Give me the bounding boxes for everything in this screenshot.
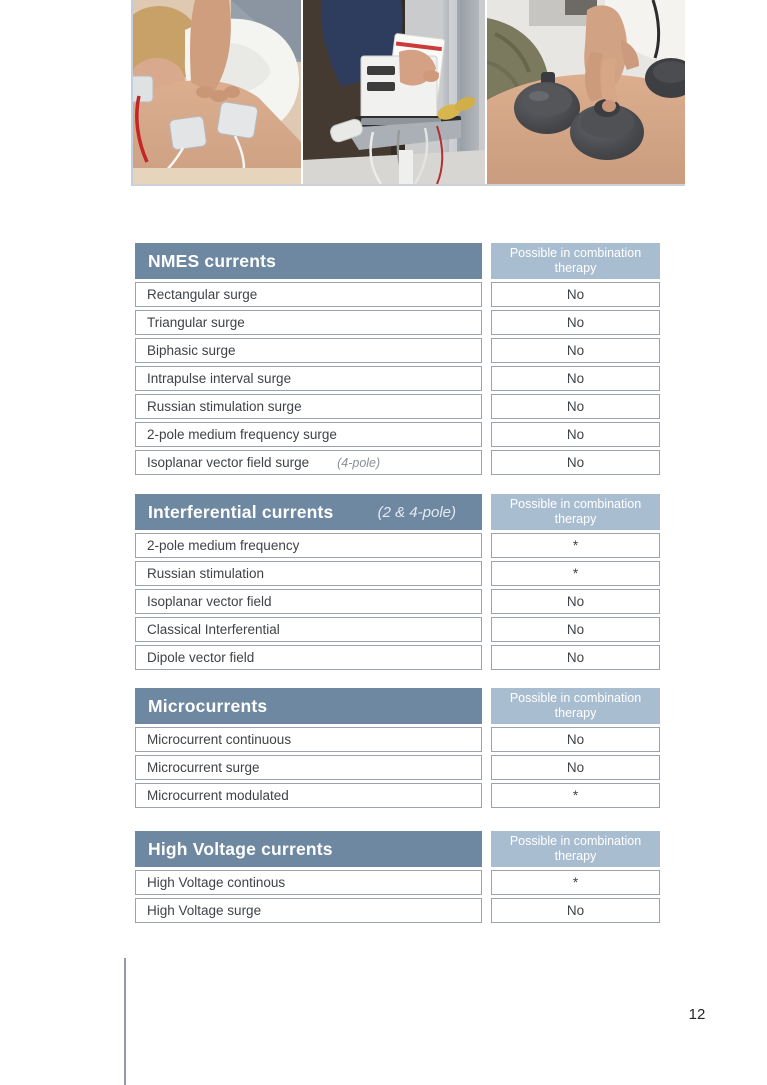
table-row bbox=[135, 533, 661, 558]
table-title-cell bbox=[135, 688, 482, 724]
table-row bbox=[135, 422, 661, 447]
row-label: Microcurrent surge bbox=[147, 760, 260, 775]
table-high-voltage-currents bbox=[135, 831, 661, 923]
row-label: Triangular surge bbox=[147, 315, 245, 330]
table-title-cell bbox=[135, 831, 482, 867]
row-label: Classical Interferential bbox=[147, 622, 280, 637]
table-title: NMES currents bbox=[148, 250, 277, 271]
table-row bbox=[135, 561, 661, 586]
table-row bbox=[135, 282, 661, 307]
row-label-cell bbox=[135, 422, 482, 447]
row-label-cell bbox=[135, 589, 482, 614]
combination-header-cell: Possible in combination therapy bbox=[491, 494, 660, 530]
row-label: Intrapulse interval surge bbox=[147, 371, 292, 386]
row-label-cell bbox=[135, 561, 482, 586]
combination-header-cell: Possible in combination therapy bbox=[491, 831, 660, 867]
row-value-cell: * bbox=[491, 533, 660, 558]
table-row bbox=[135, 617, 661, 642]
table-nmes-currents bbox=[135, 243, 661, 475]
row-label-cell bbox=[135, 282, 482, 307]
row-label-cell bbox=[135, 450, 482, 475]
row-value-cell: No bbox=[491, 755, 660, 780]
row-label: High Voltage surge bbox=[147, 903, 262, 918]
row-value-cell: No bbox=[491, 645, 660, 670]
row-value-cell: No bbox=[491, 338, 660, 363]
combination-header-cell: Possible in combination therapy bbox=[491, 243, 660, 279]
table-title-cell bbox=[135, 494, 482, 530]
table-subtitle: (2 & 4-pole) bbox=[377, 503, 456, 521]
row-value-cell: No bbox=[491, 727, 660, 752]
row-label-cell bbox=[135, 727, 482, 752]
row-label: Isoplanar vector field surge bbox=[147, 455, 310, 470]
row-label: 2-pole medium frequency surge bbox=[147, 427, 337, 442]
table-row bbox=[135, 338, 661, 363]
photo-strip bbox=[131, 0, 685, 186]
table-header-row bbox=[135, 243, 661, 279]
row-label-cell bbox=[135, 755, 482, 780]
table-row bbox=[135, 755, 661, 780]
table-row bbox=[135, 783, 661, 808]
row-note: (4-pole) bbox=[337, 455, 381, 470]
photo-electrode-pads bbox=[133, 0, 301, 184]
row-label: Rectangular surge bbox=[147, 287, 258, 302]
table-row bbox=[135, 898, 661, 923]
row-label: Microcurrent modulated bbox=[147, 788, 289, 803]
combination-header-cell: Possible in combination therapy bbox=[491, 688, 660, 724]
table-row bbox=[135, 450, 661, 475]
table-row bbox=[135, 727, 661, 752]
row-value-cell: No bbox=[491, 617, 660, 642]
row-label-cell bbox=[135, 645, 482, 670]
row-value-cell: No bbox=[491, 394, 660, 419]
row-label: Biphasic surge bbox=[147, 343, 236, 358]
row-label: Russian stimulation bbox=[147, 566, 265, 581]
footer-rule bbox=[124, 958, 126, 1085]
row-label: 2-pole medium frequency bbox=[147, 538, 300, 553]
row-label-cell bbox=[135, 783, 482, 808]
table-title: High Voltage currents bbox=[148, 838, 333, 859]
table-row bbox=[135, 310, 661, 335]
table-microcurrents bbox=[135, 688, 661, 808]
row-label-cell bbox=[135, 898, 482, 923]
table-row bbox=[135, 589, 661, 614]
table-row bbox=[135, 645, 661, 670]
row-value-cell: No bbox=[491, 450, 660, 475]
table-title-cell bbox=[135, 243, 482, 279]
table-header-row bbox=[135, 494, 661, 530]
row-value-cell: No bbox=[491, 898, 660, 923]
table-row bbox=[135, 366, 661, 391]
row-label-cell bbox=[135, 533, 482, 558]
photo-vacuum-electrodes bbox=[487, 0, 685, 184]
row-label-cell bbox=[135, 870, 482, 895]
table-row bbox=[135, 394, 661, 419]
row-label: High Voltage continous bbox=[147, 875, 286, 890]
table-interferential-currents bbox=[135, 494, 661, 670]
table-title: Microcurrents bbox=[148, 695, 268, 716]
row-value-cell: No bbox=[491, 589, 660, 614]
row-label-cell bbox=[135, 338, 482, 363]
row-value-cell: * bbox=[491, 870, 660, 895]
table-title: Interferential currents bbox=[148, 501, 334, 522]
row-label-cell bbox=[135, 617, 482, 642]
row-value-cell: * bbox=[491, 783, 660, 808]
row-value-cell: No bbox=[491, 310, 660, 335]
row-label: Dipole vector field bbox=[147, 650, 255, 665]
row-label: Russian stimulation surge bbox=[147, 399, 302, 414]
row-label: Microcurrent continuous bbox=[147, 732, 292, 747]
row-label: Isoplanar vector field bbox=[147, 594, 272, 609]
row-label-cell bbox=[135, 394, 482, 419]
row-label-cell bbox=[135, 310, 482, 335]
row-value-cell: No bbox=[491, 282, 660, 307]
photo-therapy-device bbox=[303, 0, 485, 184]
row-value-cell: No bbox=[491, 422, 660, 447]
page-number: 12 bbox=[688, 1006, 706, 1023]
table-header-row bbox=[135, 688, 661, 724]
row-value-cell: No bbox=[491, 366, 660, 391]
row-label-cell bbox=[135, 366, 482, 391]
table-row bbox=[135, 870, 661, 895]
table-header-row bbox=[135, 831, 661, 867]
row-value-cell: * bbox=[491, 561, 660, 586]
